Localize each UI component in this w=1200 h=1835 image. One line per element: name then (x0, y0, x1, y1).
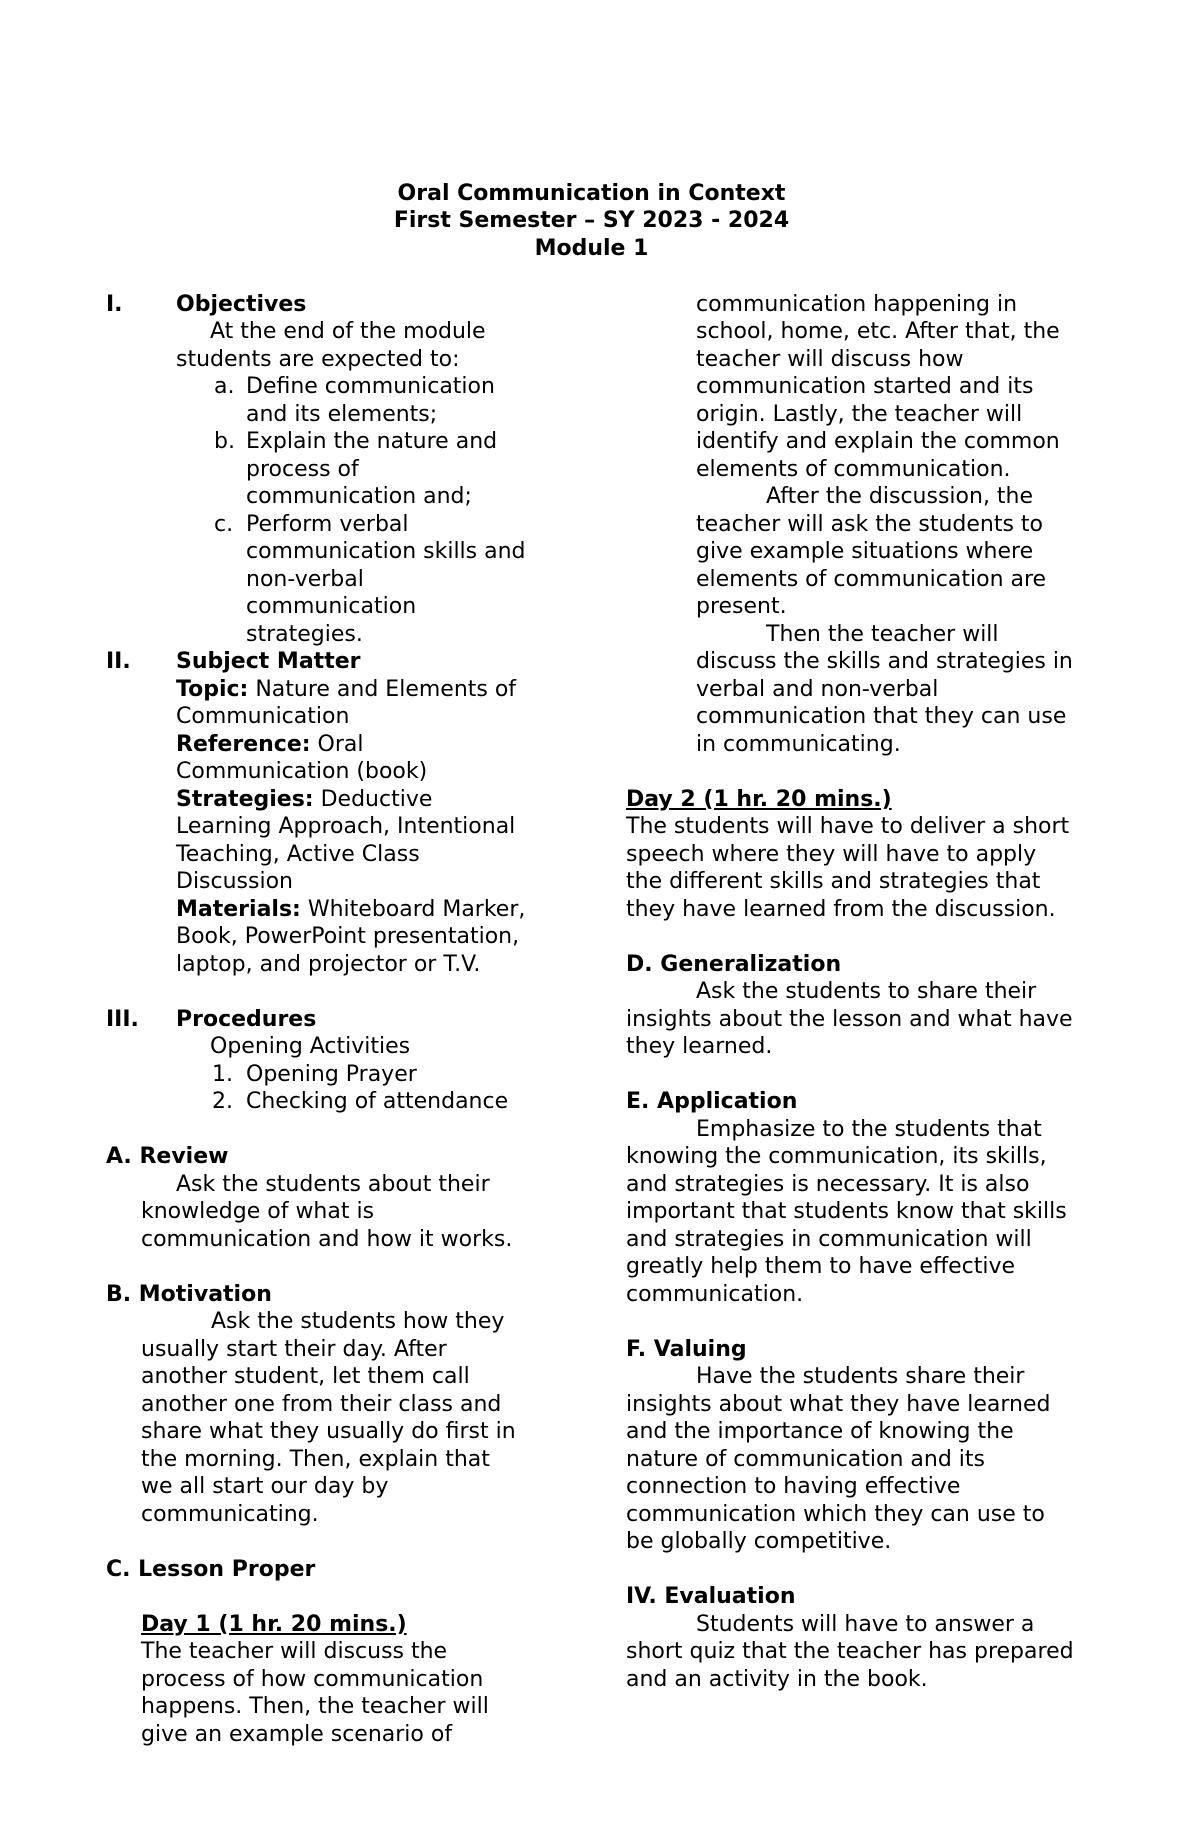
materials-value: laptop, and projector or T.V. (176, 952, 481, 977)
objective-b-line: Explain the nature and (246, 429, 498, 454)
procedure-marker: 2. (212, 1089, 233, 1114)
day1-heading: Day 1 (1 hr. 20 mins.) (141, 1612, 407, 1637)
day1-line: give example situations where (696, 539, 1034, 564)
day1-line: The teacher will discuss the (141, 1639, 448, 1664)
topic-value: Nature and Elements of (248, 677, 517, 702)
objective-b-line: process of (246, 457, 359, 482)
objective-c-line: communication skills and (246, 539, 526, 564)
generalization-line: they learned. (626, 1034, 773, 1059)
day1-line: teacher will ask the students to (696, 512, 1043, 537)
strategies-value: Discussion (176, 869, 293, 894)
valuing-heading: F. Valuing (626, 1337, 747, 1362)
objective-a-line: and its elements; (246, 402, 438, 427)
day2-line: the different skills and strategies that (626, 869, 1041, 894)
objective-c-line: communication (246, 594, 417, 619)
reference-value: Oral (310, 732, 364, 757)
evaluation-line: Students will have to answer a (696, 1612, 1035, 1637)
day1-line: Then the teacher will (766, 622, 999, 647)
valuing-line: connection to having effective (626, 1474, 961, 1499)
materials-label: Materials: (176, 897, 301, 922)
objective-c-line: Perform verbal (246, 512, 409, 537)
valuing-line: and the importance of knowing the (626, 1419, 1014, 1444)
day1-line: communication started and its (696, 374, 1034, 399)
reference-value: Communication (book) (176, 759, 428, 784)
motivation-heading: B. Motivation (106, 1282, 272, 1307)
review-heading: A. Review (106, 1144, 229, 1169)
semester-line: First Semester – SY 2023 - 2024 (393, 208, 790, 233)
module-label: Module 1 (534, 236, 649, 261)
materials-value: Whiteboard Marker, (300, 897, 526, 922)
evaluation-line: and an activity in the book. (626, 1667, 928, 1692)
procedures-numeral: III. (106, 1007, 139, 1032)
valuing-line: insights about what they have learned (626, 1392, 1051, 1417)
day1-line: origin. Lastly, the teacher will (696, 402, 1023, 427)
reference-label: Reference: (176, 732, 311, 757)
motivation-line: share what they usually do first in (141, 1419, 516, 1444)
document-title: Oral Communication in Context (397, 181, 786, 206)
day1-line: in communicating. (696, 732, 901, 757)
strategies-value: Deductive (313, 787, 433, 812)
evaluation-line: short quiz that the teacher has prepared (626, 1639, 1074, 1664)
application-line: knowing the communication, its skills, (626, 1144, 1047, 1169)
day1-line: school, home, etc. After that, the (696, 319, 1060, 344)
objective-c-line: non-verbal (246, 567, 364, 592)
valuing-line: nature of communication and its (626, 1447, 985, 1472)
application-line: and strategies is necessary. It is also (626, 1172, 1030, 1197)
objectives-numeral: I. (106, 292, 123, 317)
generalization-line: insights about the lesson and what have (626, 1007, 1073, 1032)
application-line: and strategies in communication will (626, 1227, 1032, 1252)
strategies-label: Strategies: (176, 787, 314, 812)
day1-line: communication happening in (696, 292, 1018, 317)
day1-line: happens. Then, the teacher will (141, 1694, 489, 1719)
motivation-line: we all start our day by (141, 1474, 389, 1499)
day1-line: give an example scenario of (141, 1722, 453, 1747)
application-heading: E. Application (626, 1089, 798, 1114)
day1-line: process of how communication (141, 1667, 484, 1692)
generalization-line: Ask the students to share their (696, 979, 1037, 1004)
evaluation-heading: IV. Evaluation (626, 1584, 796, 1609)
objective-marker: b. (214, 429, 235, 454)
day1-line: elements of communication. (696, 457, 1011, 482)
procedure-item: Checking of attendance (246, 1089, 509, 1114)
motivation-line: the morning. Then, explain that (141, 1447, 490, 1472)
valuing-line: Have the students share their (696, 1364, 1025, 1389)
strategies-line (176, 786, 432, 814)
objective-b-line: communication and; (246, 484, 472, 509)
review-line: Ask the students about their (176, 1172, 490, 1197)
strategies-value: Teaching, Active Class (176, 842, 420, 867)
review-line: knowledge of what is (141, 1199, 375, 1224)
strategies-value: Learning Approach, Intentional (176, 814, 516, 839)
day1-line: elements of communication are (696, 567, 1047, 592)
day2-heading: Day 2 (1 hr. 20 mins.) (626, 787, 892, 812)
generalization-heading: D. Generalization (626, 952, 842, 977)
objectives-heading: Objectives (176, 292, 307, 317)
day1-line: identify and explain the common (696, 429, 1060, 454)
objective-marker: c. (214, 512, 234, 537)
topic-label: Topic: (176, 677, 249, 702)
objective-a-line: Define communication (246, 374, 495, 399)
topic-line (176, 676, 516, 704)
day1-line: After the discussion, the (766, 484, 1034, 509)
topic-value: Communication (176, 704, 350, 729)
application-line: important that students know that skills (626, 1199, 1067, 1224)
day2-line: The students will have to deliver a short (626, 814, 1070, 839)
day2-line: speech where they will have to apply (626, 842, 1037, 867)
objectives-intro-line: At the end of the module (210, 319, 486, 344)
objective-c-line: strategies. (246, 622, 363, 647)
day1-line: communication that they can use (696, 704, 1067, 729)
day1-line: present. (696, 594, 787, 619)
motivation-line: another student, let them call (141, 1364, 470, 1389)
reference-line (176, 731, 364, 759)
application-line: Emphasize to the students that (696, 1117, 1042, 1142)
valuing-line: communication which they can use to (626, 1502, 1045, 1527)
opening-activities: Opening Activities (210, 1034, 411, 1059)
day1-line: teacher will discuss how (696, 347, 964, 372)
materials-line (176, 896, 525, 924)
objective-marker: a. (214, 374, 235, 399)
subject-matter-numeral: II. (106, 649, 131, 674)
day1-line: verbal and non-verbal (696, 677, 939, 702)
application-line: greatly help them to have effective (626, 1254, 1016, 1279)
lesson-proper-heading: C. Lesson Proper (106, 1557, 316, 1582)
procedures-heading: Procedures (176, 1007, 317, 1032)
application-line: communication. (626, 1282, 804, 1307)
objectives-intro-line: students are expected to: (176, 347, 460, 372)
valuing-line: be globally competitive. (626, 1529, 892, 1554)
motivation-line: usually start their day. After (141, 1337, 447, 1362)
day2-line: they have learned from the discussion. (626, 897, 1056, 922)
day1-line: discuss the skills and strategies in (696, 649, 1073, 674)
motivation-line: another one from their class and (141, 1392, 502, 1417)
subject-matter-heading: Subject Matter (176, 649, 361, 674)
materials-value: Book, PowerPoint presentation, (176, 924, 520, 949)
motivation-line: communicating. (141, 1502, 319, 1527)
procedure-marker: 1. (212, 1062, 233, 1087)
review-line: communication and how it works. (141, 1227, 513, 1252)
procedure-item: Opening Prayer (246, 1062, 417, 1087)
motivation-line: Ask the students how they (211, 1309, 505, 1334)
